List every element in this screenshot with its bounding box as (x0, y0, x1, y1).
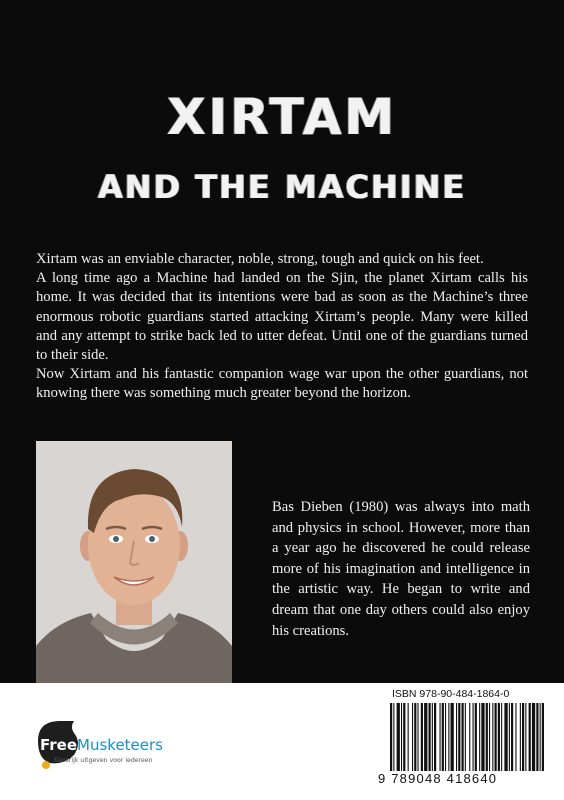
book-title: XIRTAM (166, 88, 398, 146)
blurb-paragraph: Now Xirtam and his fantastic companion wage war upon the other guardians, not knowing there was something much greater beyond the horizon. (36, 366, 528, 402)
blurb (36, 250, 528, 404)
publisher-name (40, 736, 163, 754)
publisher-tagline: Kansrijk uitgeven voor iedereen (54, 757, 153, 764)
publisher-name-part2: Musketeers (77, 736, 163, 754)
blurb-paragraph: Xirtam was an enviable character, noble, strong, tough and quick on his feet. (36, 251, 484, 267)
blurb-paragraph: A long time ago a Machine had landed on the Sjin, the planet Xirtam calls his home. It was decided that its intentions were bad as soon as the Machine’s three enormous robotic guardians started attacking Xirtam’s people. Many were killed and any attempt to strike back led to utter defeat. Until one of the guardians turned to their side. (36, 270, 528, 364)
barcode-digits: 9 789048 418640 (378, 771, 498, 786)
author-photo (36, 441, 232, 683)
author-bio: Bas Dieben (1980) was always into math and physics in school. However, more than a year ago he discovered he could release more of his imagination and intelligence in the artistic way. He began to write and dream that one day others could also enjoy his creations. (272, 499, 530, 639)
isbn-label: ISBN 978-90-484-1864-0 (392, 688, 510, 700)
author-portrait-image (36, 441, 232, 683)
publisher-name-part1: Free (40, 736, 78, 754)
barcode-icon (388, 703, 544, 771)
book-subtitle: AND THE MACHINE (97, 168, 467, 206)
